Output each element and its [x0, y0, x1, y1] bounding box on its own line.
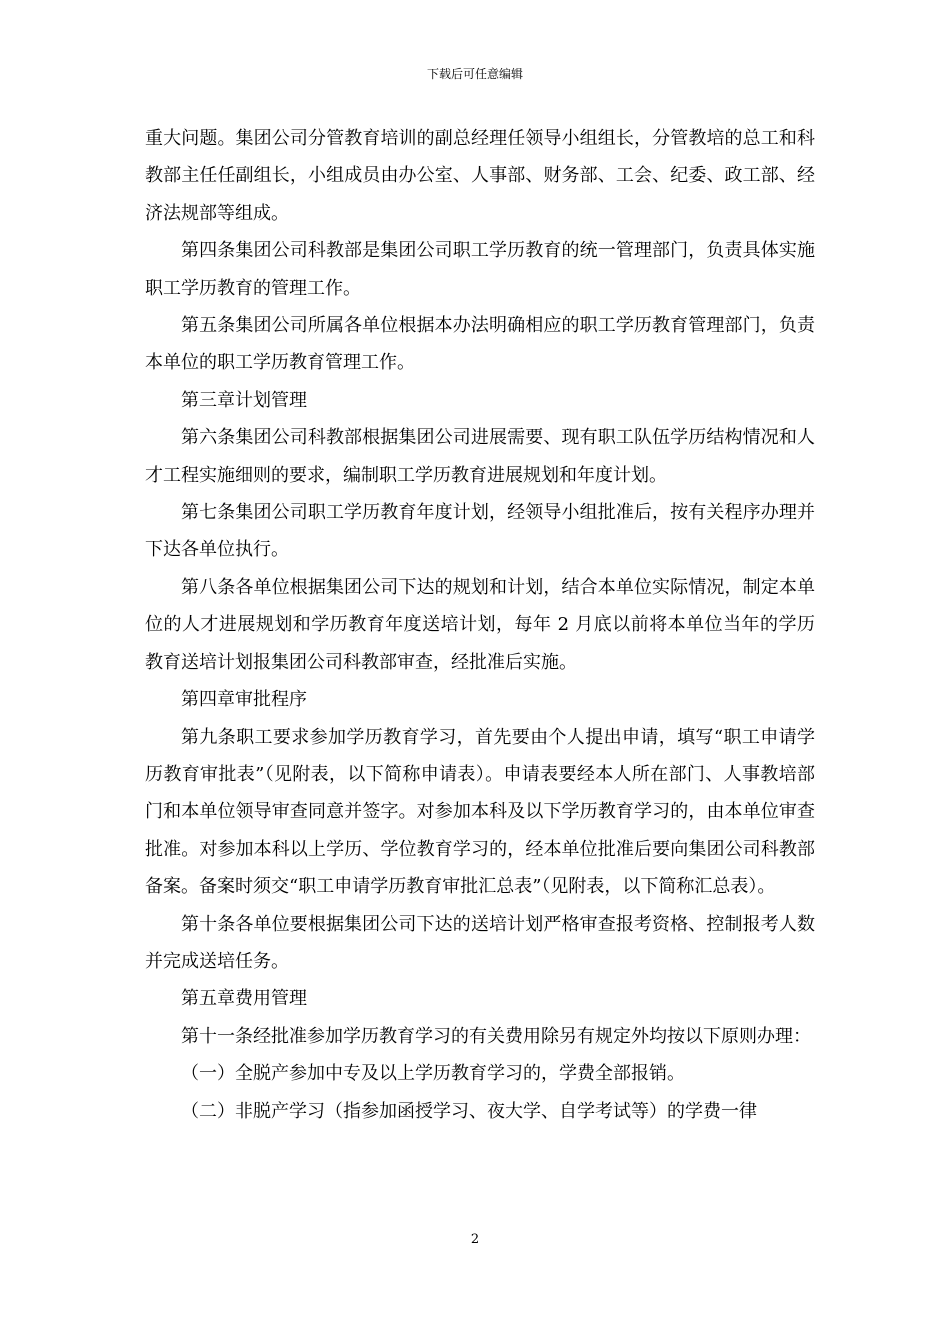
article-6: 第六条集团公司科教部根据集团公司进展需要、现有职工队伍学历结构情况和人才工程实施细则的要求，编制职工学历教育进展规划和年度计划。	[145, 427, 815, 486]
article-9: 第九条职工要求参加学历教育学习，首先要由个人提出申请，填写“职工申请学历教育审批表”（见附表，以下简称申请表）。申请表要经本人所在部门、人事教培部门和本单位领导审查同意并签字。对参加本科及以下学历教育学习的，由本单位审查批准。对参加本科以上学历、学位教育学习的，经本单位批准后要向集团公司科教部备案。备案时须交“职工申请学历教育审批汇总表”（见附表，以下简称汇总表）。	[145, 726, 815, 898]
article-8: 第八条各单位根据集团公司下达的规划和计划，结合本单位实际情况，制定本单位的人才进展规划和学历教育年度送培计划，每年 2 月底以前将本单位当年的学历教育送培计划报集团公司科教部审查，经批准后实施。	[145, 576, 815, 673]
page-number: 2	[470, 1232, 480, 1247]
list-item: （一）全脱产参加中专及以上学历教育学习的，学费全部报销。	[181, 1063, 685, 1085]
chapter-heading: 第三章计划管理	[181, 389, 307, 411]
chapter-heading: 第五章费用管理	[181, 988, 307, 1010]
paragraph: 重大问题。集团公司分管教育培训的副总经理任领导小组组长，分管教培的总工和科教部主任任副组长，小组成员由办公室、人事部、财务部、工会、纪委、政工部、经济法规部等组成。	[145, 128, 815, 224]
article-7: 第七条集团公司职工学历教育年度计划，经领导小组批准后，按有关程序办理并下达各单位执行。	[145, 502, 815, 561]
chapter-heading: 第四章审批程序	[181, 689, 307, 711]
document-body	[145, 120, 815, 1130]
page-header: 下载后可任意编辑	[426, 67, 523, 81]
list-item: （二）非脱产学习（指参加函授学习、夜大学、自学考试等）的学费一律	[181, 1100, 757, 1122]
article-4: 第四条集团公司科教部是集团公司职工学历教育的统一管理部门，负责具体实施职工学历教育的管理工作。	[145, 240, 815, 299]
article-10: 第十条各单位要根据集团公司下达的送培计划严格审查报考资格、控制报考人数并完成送培任务。	[145, 913, 815, 972]
article-11: 第十一条经批准参加学历教育学习的有关费用除另有规定外均按以下原则办理：	[181, 1025, 811, 1047]
article-5: 第五条集团公司所属各单位根据本办法明确相应的职工学历教育管理部门，负责本单位的职工学历教育管理工作。	[145, 315, 815, 374]
